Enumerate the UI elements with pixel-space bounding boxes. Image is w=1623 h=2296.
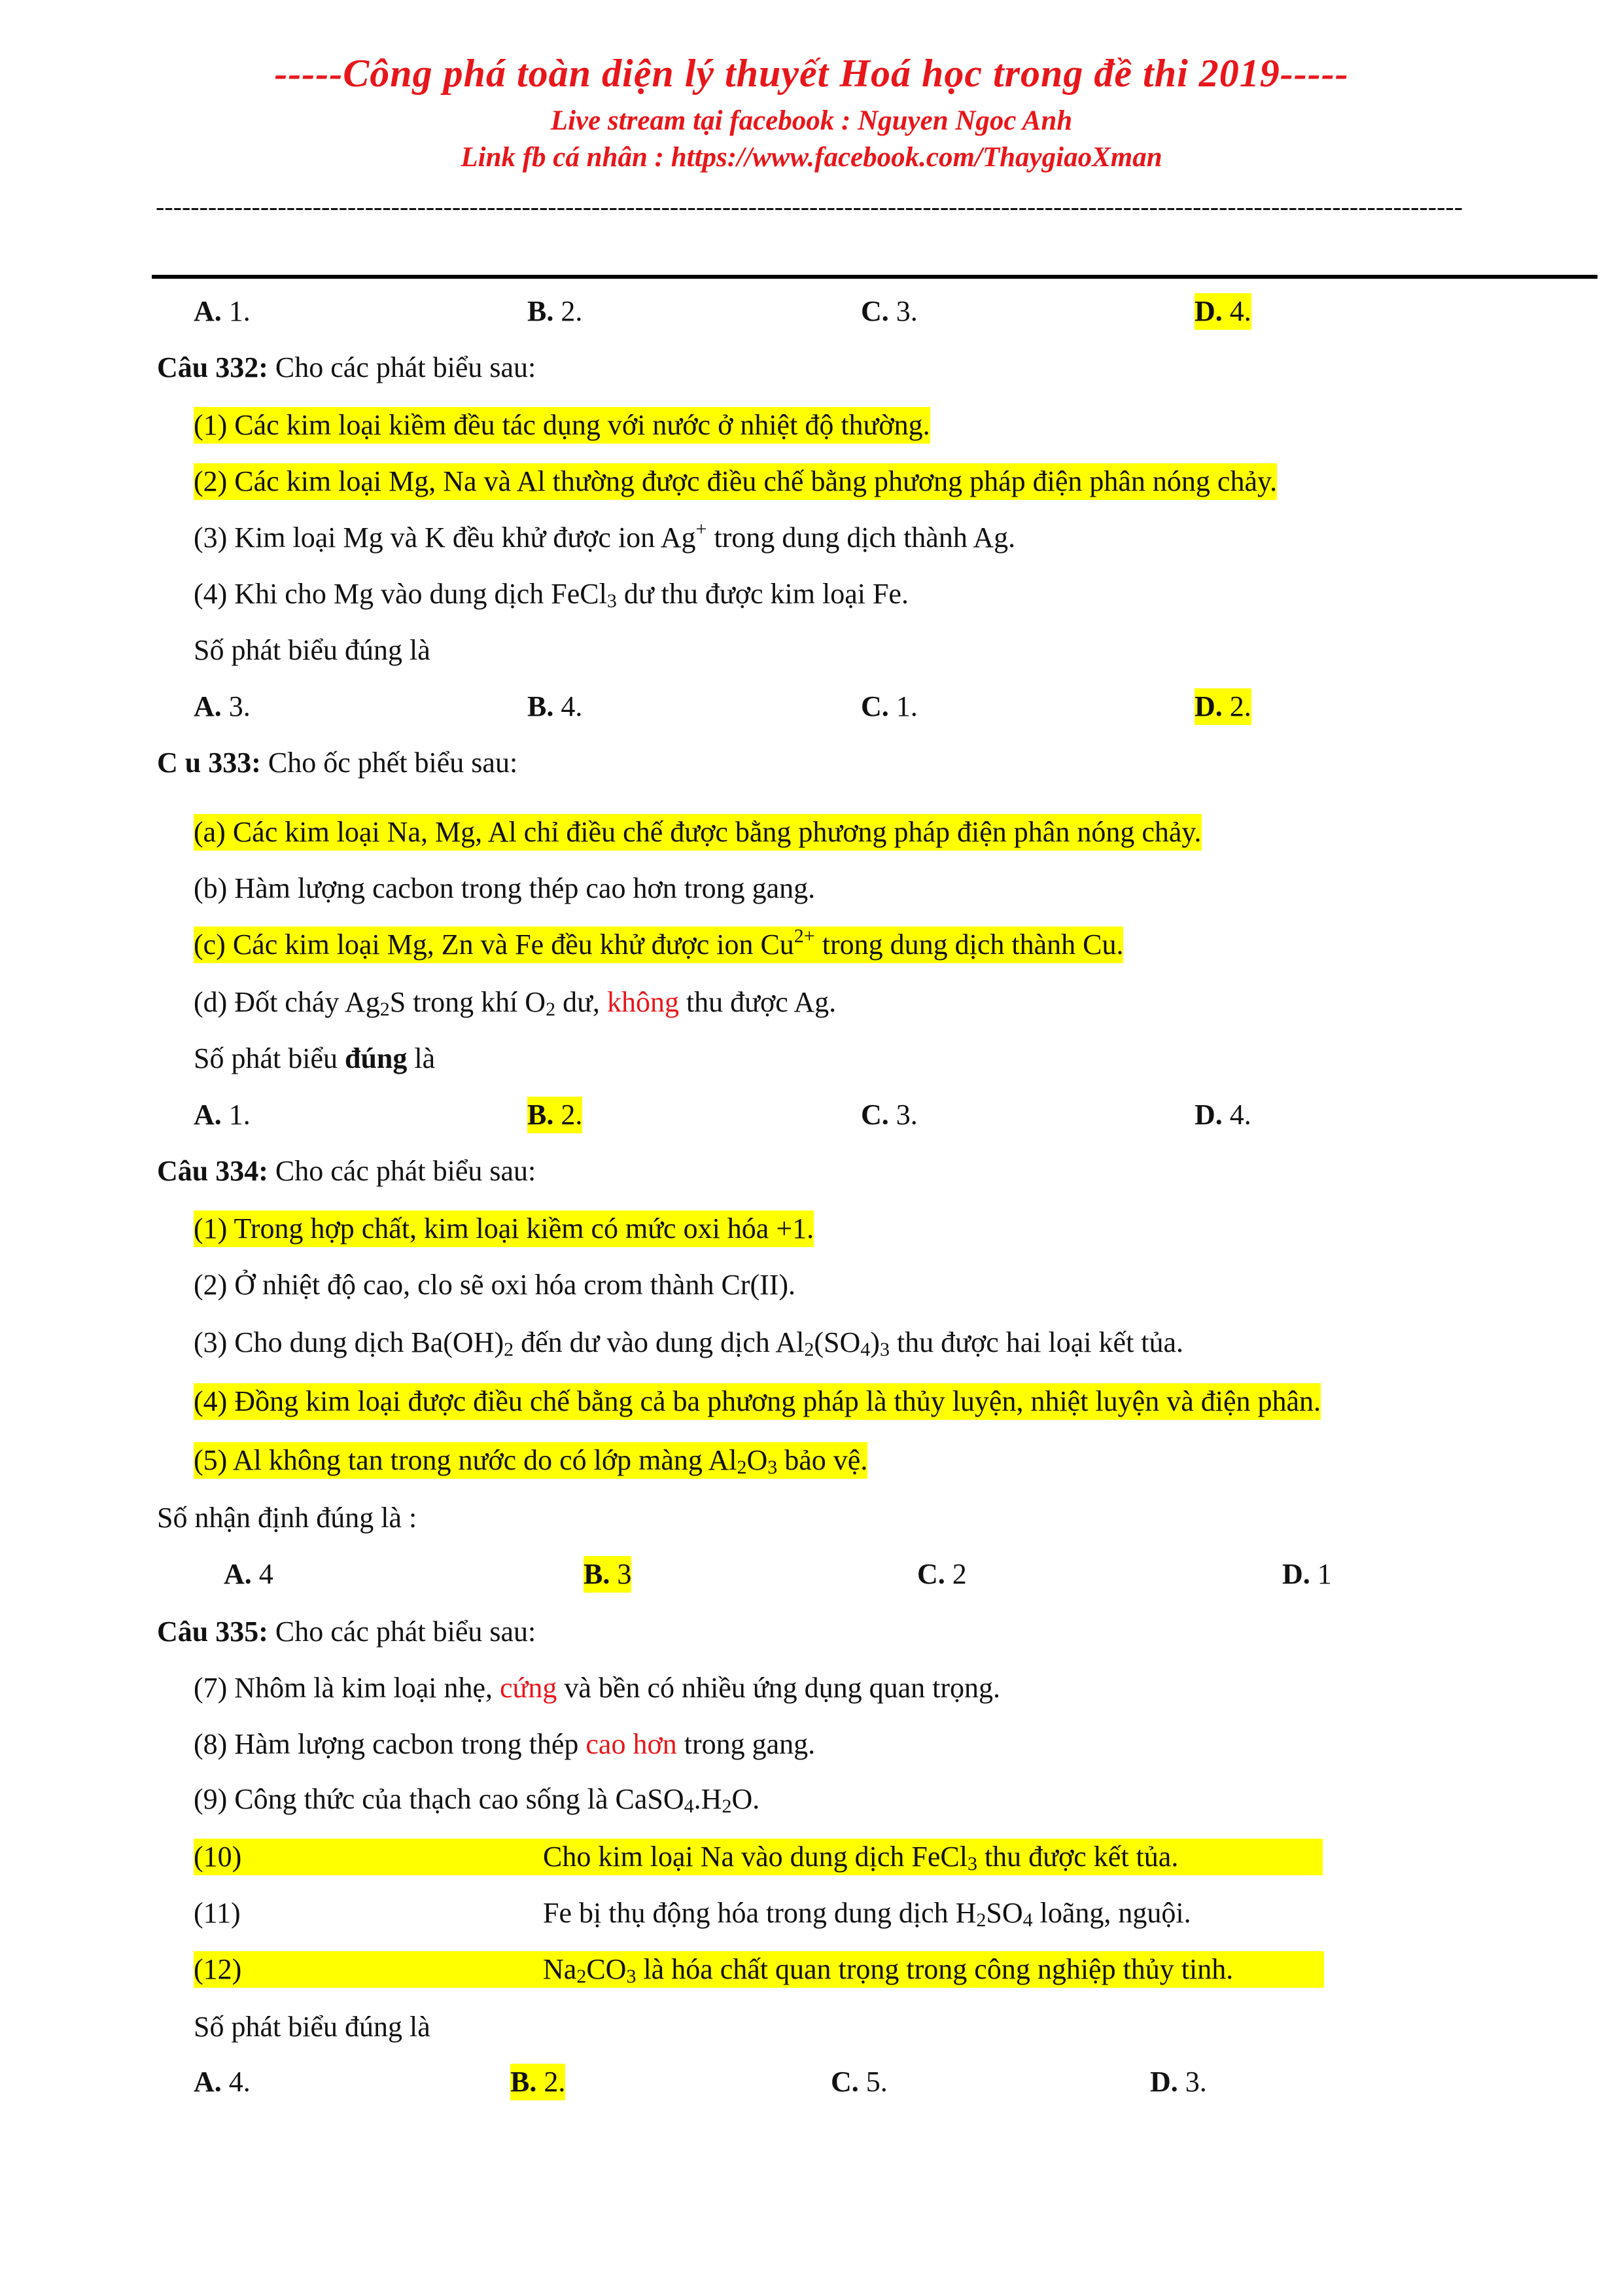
q332-statement-3: (3) Kim loại Mg và K đều khử được ion Ag+ trong dung dịch thành Ag. <box>194 518 1016 554</box>
q335-statement-7: (7) Nhôm là kim loại nhẹ, cứng và bền có nhiều ứng dụng quan trọng. <box>194 1672 1001 1704</box>
document-title: -----Công phá toàn diện lý thuyết Hoá học trong đề thi 2019----- <box>274 52 1349 95</box>
q335-statement-8: (8) Hàm lượng cacbon trong thép cao hơn trong gang. <box>194 1728 816 1760</box>
q331-option-d-correct: D. 4. <box>1195 293 1251 330</box>
q334-statement-5: (5) Al không tan trong nước do có lớp màng $Al_2O_3$ bảo vệ. <box>194 1442 867 1479</box>
q334-statement-4: (4) Đồng kim loại được điều chế bằng cả ba phương pháp là thủy luyện, nhiệt luyện và điện phân. <box>194 1383 1321 1420</box>
q331-option-b: B. 2. <box>527 295 583 327</box>
livestream-note: Live stream tại facebook : Nguyen Ngoc Anh <box>550 105 1073 136</box>
q335-count-prompt: Số phát biểu đúng là <box>194 2011 430 2043</box>
q335-option-c: C. 5. <box>831 2066 888 2098</box>
q334-count-prompt: Số nhận định đúng là : <box>157 1502 417 1534</box>
q333-option-d: D. 4. <box>1195 1099 1251 1131</box>
q333-statement-b: (b) Hàm lượng cacbon trong thép cao hơn trong gang. <box>194 872 816 904</box>
q332-option-c: C. 1. <box>861 690 918 722</box>
q335-statement-10: (10) Cho kim loại Na vào dung dịch FeCl$_3$ thu được kết tủa. <box>194 1839 1323 1875</box>
header-rule <box>152 275 1597 279</box>
q334-option-d: D. 1 <box>1282 1558 1332 1590</box>
q335-option-d: D. 3. <box>1150 2066 1207 2098</box>
q333-option-a: A. 1. <box>194 1099 251 1131</box>
facebook-link[interactable]: Link fb cá nhân : https://www.facebook.com/ThaygiaoXman <box>461 142 1162 173</box>
q333-heading: C u 333: Cho ốc phết biểu sau: <box>157 747 518 779</box>
q334-statement-2: (2) Ở nhiệt độ cao, clo sẽ oxi hóa crom thành Cr(II). <box>194 1269 796 1301</box>
q332-option-a: A. 3. <box>194 690 251 722</box>
q335-option-b-correct: B. 2. <box>510 2064 565 2100</box>
q333-statement-d: (d) Đốt cháy $Ag_2S$ trong khí $O_2$ dư, không thu được Ag. <box>194 986 837 1020</box>
q334-option-c: C. 2 <box>917 1558 967 1590</box>
q332-count-prompt: Số phát biểu đúng là <box>194 634 430 666</box>
q334-option-a: A. 4 <box>224 1558 273 1590</box>
q333-count-prompt: Số phát biểu đúng là <box>194 1042 436 1074</box>
q332-statement-4: (4) Khi cho Mg vào dung dịch FeCl$_3$ dư thu được kim loại Fe. <box>194 578 909 612</box>
q333-option-c: C. 3. <box>861 1099 918 1131</box>
q332-option-d-correct: D. 2. <box>1195 688 1251 725</box>
q335-heading: Câu 335: Cho các phát biểu sau: <box>157 1616 536 1648</box>
q334-statement-1: (1) Trong hợp chất, kim loại kiềm có mức oxi hóa +1. <box>194 1210 814 1247</box>
q335-statement-12: (12) $Na_2CO_3$ là hóa chất quan trọng trong công nghiệp thủy tinh. <box>194 1951 1324 1988</box>
q331-option-a: A. 1. <box>194 295 251 327</box>
q334-statement-3: (3) Cho dung dịch $Ba(OH)_2$ đến dư vào dung dịch $Al_2(SO_4)_3$ thu được hai loại kết tủa. <box>194 1326 1184 1360</box>
q331-option-c: C. 3. <box>861 295 918 327</box>
q332-statement-1: (1) Các kim loại kiềm đều tác dụng với nước ở nhiệt độ thường. <box>194 407 930 444</box>
dashed-separator: ------------------------------------------------------------------------------------------------------------------------------------------------------ <box>156 194 1463 220</box>
q333-statement-c: (c) Các kim loại Mg, Zn và Fe đều khử được ion $Cu^{2+}$ trong dung dịch thành Cu. <box>194 927 1123 963</box>
q335-statement-11: (11) Fe bị thụ động hóa trong dung dịch $H_2SO_4$ loãng, nguội. <box>194 1897 1191 1931</box>
q332-heading: Câu 332: Cho các phát biểu sau: <box>157 351 536 383</box>
q335-option-a: A. 4. <box>194 2066 251 2098</box>
q333-option-b-correct: B. 2. <box>527 1097 582 1133</box>
q335-statement-9: (9) Công thức của thạch cao sống là $CaSO_4.H_2O$. <box>194 1783 760 1817</box>
q334-option-b-correct: B. 3 <box>584 1556 631 1593</box>
q332-option-b: B. 4. <box>527 690 583 722</box>
q334-heading: Câu 334: Cho các phát biểu sau: <box>157 1155 536 1187</box>
q333-statement-a: (a) Các kim loại Na, Mg, Al chỉ điều chế được bằng phương pháp điện phân nóng chảy. <box>194 814 1202 851</box>
q332-statement-2: (2) Các kim loại Mg, Na và Al thường được điều chế bằng phương pháp điện phân nóng chảy. <box>194 463 1277 500</box>
